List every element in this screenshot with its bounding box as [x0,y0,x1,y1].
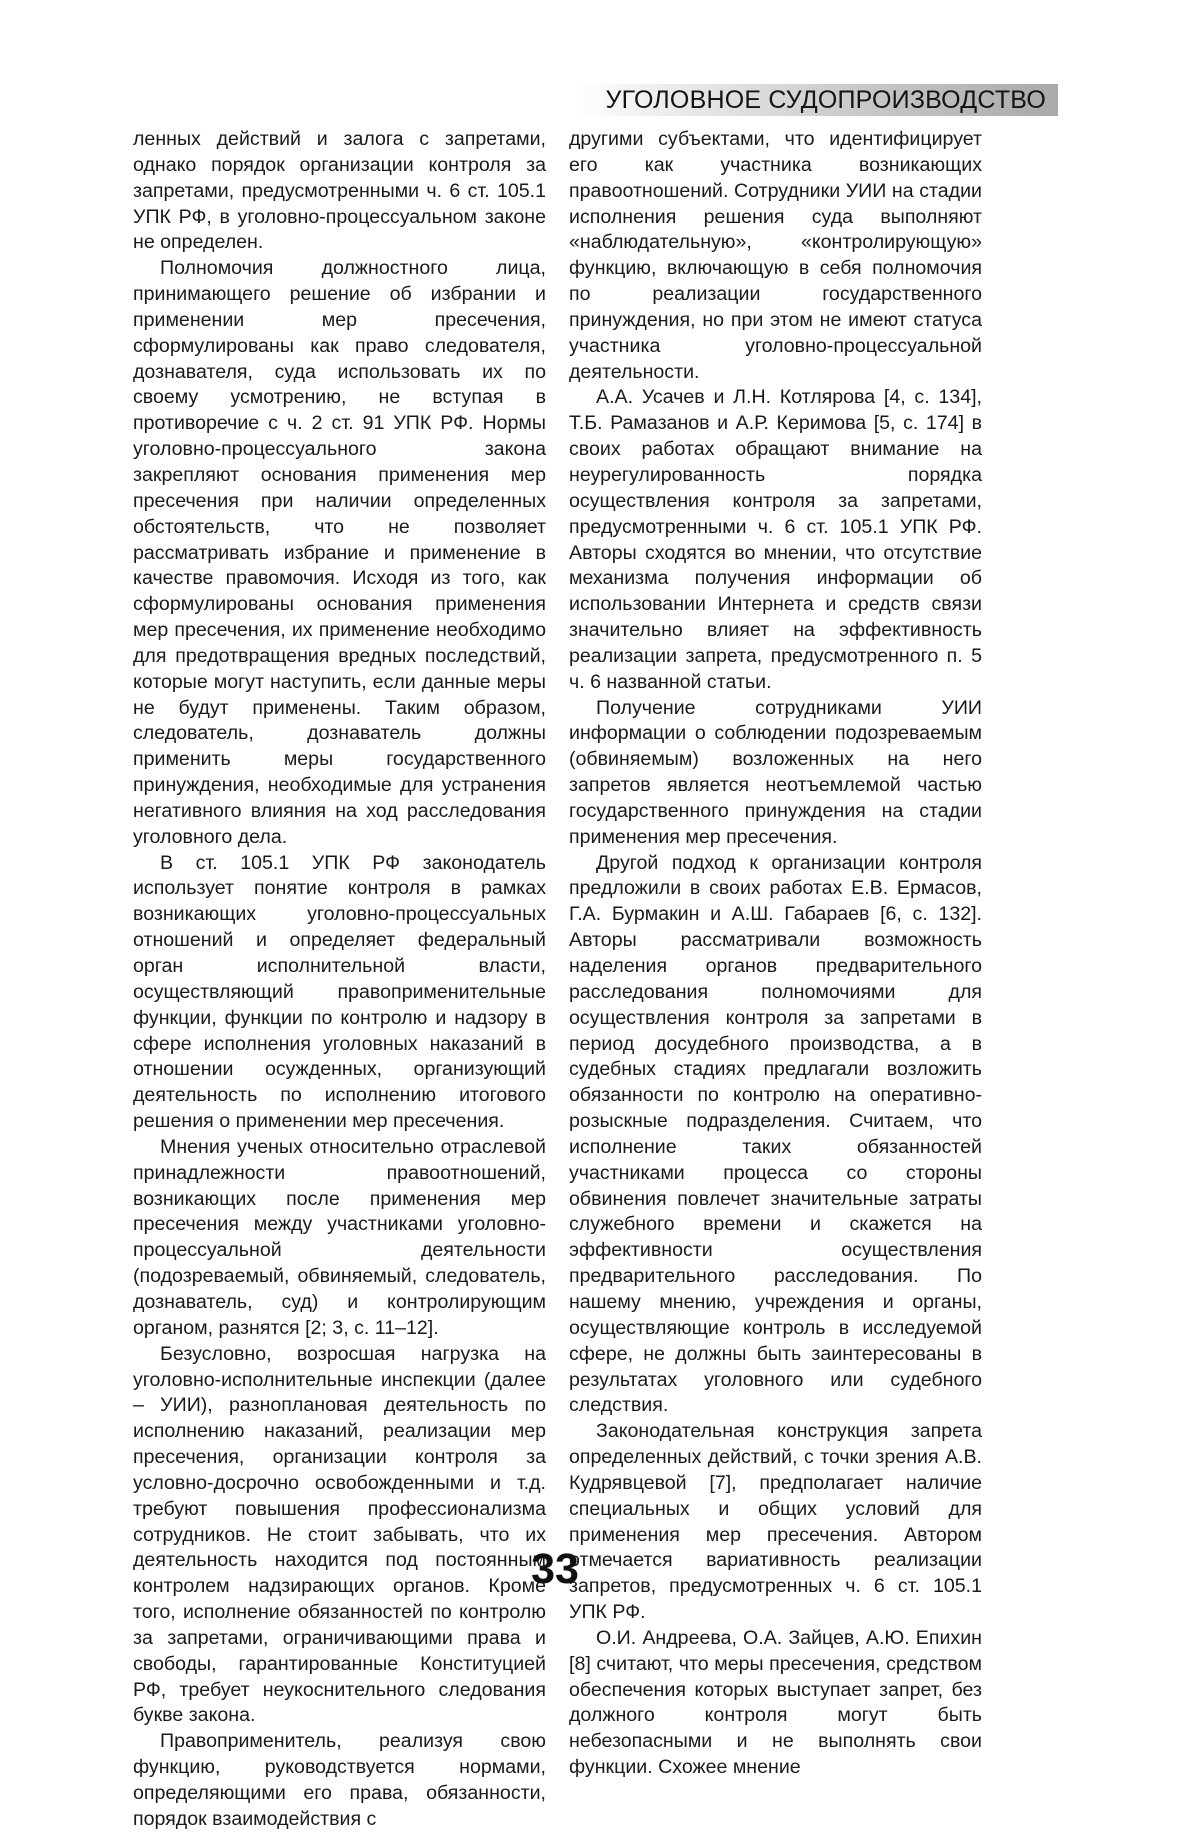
paragraph: А.А. Усачев и Л.Н. Котлярова [4, с. 134], Т.Б. Рамазанов и А.Р. Керимова [5, с. 174] в своих работах обращают внимание на неурегулированность порядка осуществления контроля за запретами, предусмотренными ч. 6 ст. 105.1 УПК РФ. Авторы сходятся во мнении, что отсутствие механизма получения информации об использовании Интернета и средств связи значительно влияет на эффективность реализации запрета, предусмотренного п. 5 ч. 6 названной статьи. [569,386,982,693]
paragraph: Правоприменитель, реализуя свою функцию, руководствуется нормами, определяющими его права, обязанности, порядок взаимодействия с [133,1730,546,1830]
paragraph: Мнения ученых относительно отраслевой принадлежности правоотношений, возникающих после применения мер пресечения между участниками уголовно-процессуальной деятельности (подозреваемый, обвиняемый, следователь, дознаватель, суд) и контролирующим органом, разнятся [2; 3, с. 11–12]. [133,1135,546,1339]
paragraph: Законодательная конструкция запрета определенных действий, с точки зрения А.В. Кудрявцевой [7], предполагает наличие специальных и общих условий для применения мер пресечения. Автором отмечается вариативность реализации запретов, предусмотренных ч. 6 ст. 105.1 УПК РФ. [569,1420,982,1624]
paragraph: ленных действий и залога с запретами, однако порядок организации контроля за запретами, предусмотренными ч. 6 ст. 105.1 УПК РФ, в уголовно-процессуальном законе не определен. [133,128,546,254]
paragraph: В ст. 105.1 УПК РФ законодатель использует понятие контроля в рамках возникающих уголовно-процессуальных отношений и определяет федеральный орган исполнительной власти, осуществляющий правоприменительные функции, функции по контролю и надзору в сфере исполнения уголовных наказаний в отношении осужденных, организующий деятельность по исполнению итогового решения о применении мер пресечения. [133,851,546,1133]
paragraph: Получение сотрудниками УИИ информации о соблюдении подозреваемым (обвиняемым) возложенных на него запретов является неотъемлемой частью государственного принуждения на стадии применения мер пресечения. [569,696,982,848]
paragraph: Безусловно, возросшая нагрузка на уголовно-исполнительные инспекции (далее – УИИ), разноплановая деятельность по исполнению наказаний, реализации мер пресечения, организации контроля за условно-досрочно освобожденными и т.д. требуют повышения профессионализма сотрудников. Не стоит забывать, что их деятельность находится под постоянным контролем надзирающих органов. Кроме того, исполнение обязанностей по контролю за запретами, ограничивающими права и свободы, гарантированные Конституцией РФ, требует неукоснительного следования букве закона. [133,1342,546,1727]
paragraph: другими субъектами, что идентифицирует его как участника возникающих правоотношений. Сотрудники УИИ на стадии исполнения решения суда выполняют «наблюдательную», «контролирующую» функцию, включающую в себя полномочия по реализации государственного принуждения, но при этом не имеют статуса участника уголовно-процессуальной деятельности. [569,128,982,383]
page-number: 33 [531,1545,579,1593]
section-title: УГОЛОВНОЕ СУДОПРОИЗВОДСТВО [605,85,1046,114]
section-header-bar [575,84,1058,116]
paragraph: Другой подход к организации контроля предложили в своих работах Е.В. Ермасов, Г.А. Бурмакин и А.Ш. Габараев [6, с. 132]. Авторы рассматривали возможность наделения органов предварительного расследования полномочиями для осуществления контроля за запретами в период досудебного производства, а в судебных стадиях предлагали возложить обязанности по контролю на оперативно-розыскные подразделения. Считаем, что исполнение таких обязанностей участниками процесса со стороны обвинения повлечет значительные затраты служебного времени и скажется на эффективности осуществления предварительного расследования. По нашему мнению, учреждения и органы, осуществляющие контроль в исследуемой сфере, не должны быть заинтересованы в результатах уголовного или судебного следствия. [569,851,982,1417]
paragraph: О.И. Андреева, О.А. Зайцев, А.Ю. Епихин [8] считают, что меры пресечения, средством обеспечения которых выступает запрет, без должного контроля могут быть небезопасными и не выполнять свои функции. Схожее мнение [569,1626,982,1779]
paragraph: Полномочия должностного лица, принимающего решение об избрании и применении мер пресечения, сформулированы как право следователя, дознавателя, суда использовать их по своему усмотрению, не вступая в противоречие с ч. 2 ст. 91 УПК РФ. Нормы уголовно-процессуального закона закрепляют основания применения мер пресечения при наличии определенных обстоятельств, что не позволяет рассматривать избрание и применение в качестве правомочия. Исходя из того, как сформулированы основания применения мер пресечения, их применение необходимо для предотвращения вредных последствий, которые могут наступить, если данные меры не будут применены. Таким образом, следователь, дознаватель должны применить меры государственного принуждения, необходимые для устранения негативного влияния на ход расследования уголовного дела. [133,257,546,848]
